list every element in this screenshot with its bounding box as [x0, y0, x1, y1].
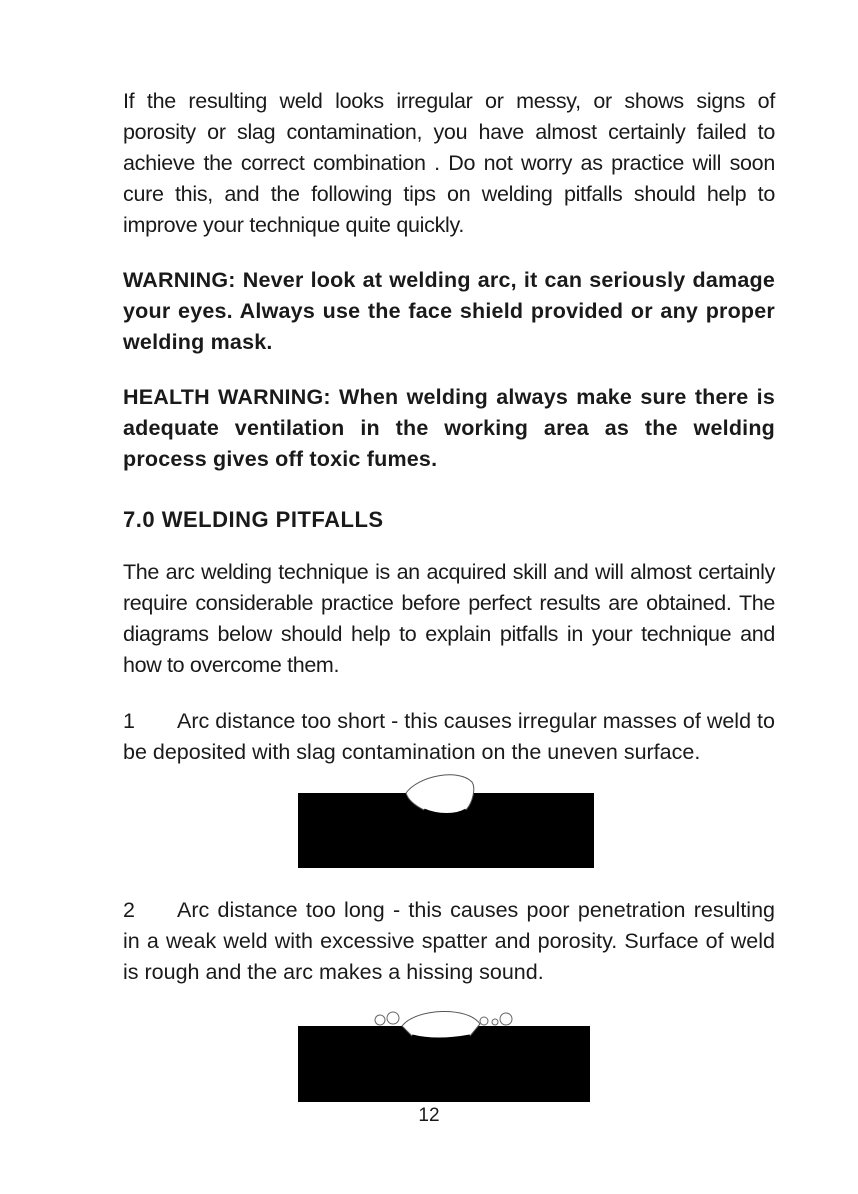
pitfall-text: Arc distance too short - this causes irregular masses of weld to be deposited with slag contamination on the uneven surface. — [123, 709, 775, 764]
eye-warning: WARNING: Never look at welding arc, it can seriously damage your eyes. Always use the face shield provided or any proper welding mask. — [123, 268, 775, 354]
pitfall-item-1 — [123, 706, 775, 768]
spatter-droplet — [492, 1019, 498, 1025]
manual-page — [123, 86, 775, 768]
section-intro-paragraph: The arc welding technique is an acquired skill and will almost certainly require considerable practice before perfect results are obtained. The diagrams below should help to explain pitfalls in your technique and how to overcome them. — [123, 560, 775, 677]
diagram-arc-too-long — [298, 1000, 590, 1104]
intro-paragraph: If the resulting weld looks irregular or messy, or shows signs of porosity or slag contamination, you have almost certainly failed to achieve the correct combination . Do not worry as practice will soon cure this, and the following tips on welding pitfalls should help to improve your technique quite quickly. — [123, 89, 775, 237]
diagram-arc-too-short — [298, 770, 594, 870]
pitfall-number: 1 — [123, 709, 135, 733]
spatter-droplet — [480, 1017, 488, 1025]
health-warning: HEALTH WARNING: When welding always make sure there is adequate ventilation in the working area as the welding process gives off toxic fumes. — [123, 385, 775, 471]
page-number: 12 — [418, 1105, 440, 1126]
spatter-droplet — [500, 1013, 512, 1025]
manual-page-lower — [123, 895, 775, 988]
pitfall-item-2 — [123, 895, 775, 988]
pitfall-text: Arc distance too long - this causes poor penetration resulting in a weak weld with excessive spatter and porosity. Surface of weld is rough and the arc makes a hissing sound. — [123, 898, 775, 984]
spatter-droplet — [375, 1015, 385, 1025]
pitfall-number: 2 — [123, 898, 135, 922]
spatter-droplet — [387, 1012, 399, 1024]
section-heading: 7.0 WELDING PITFALLS — [123, 507, 384, 532]
